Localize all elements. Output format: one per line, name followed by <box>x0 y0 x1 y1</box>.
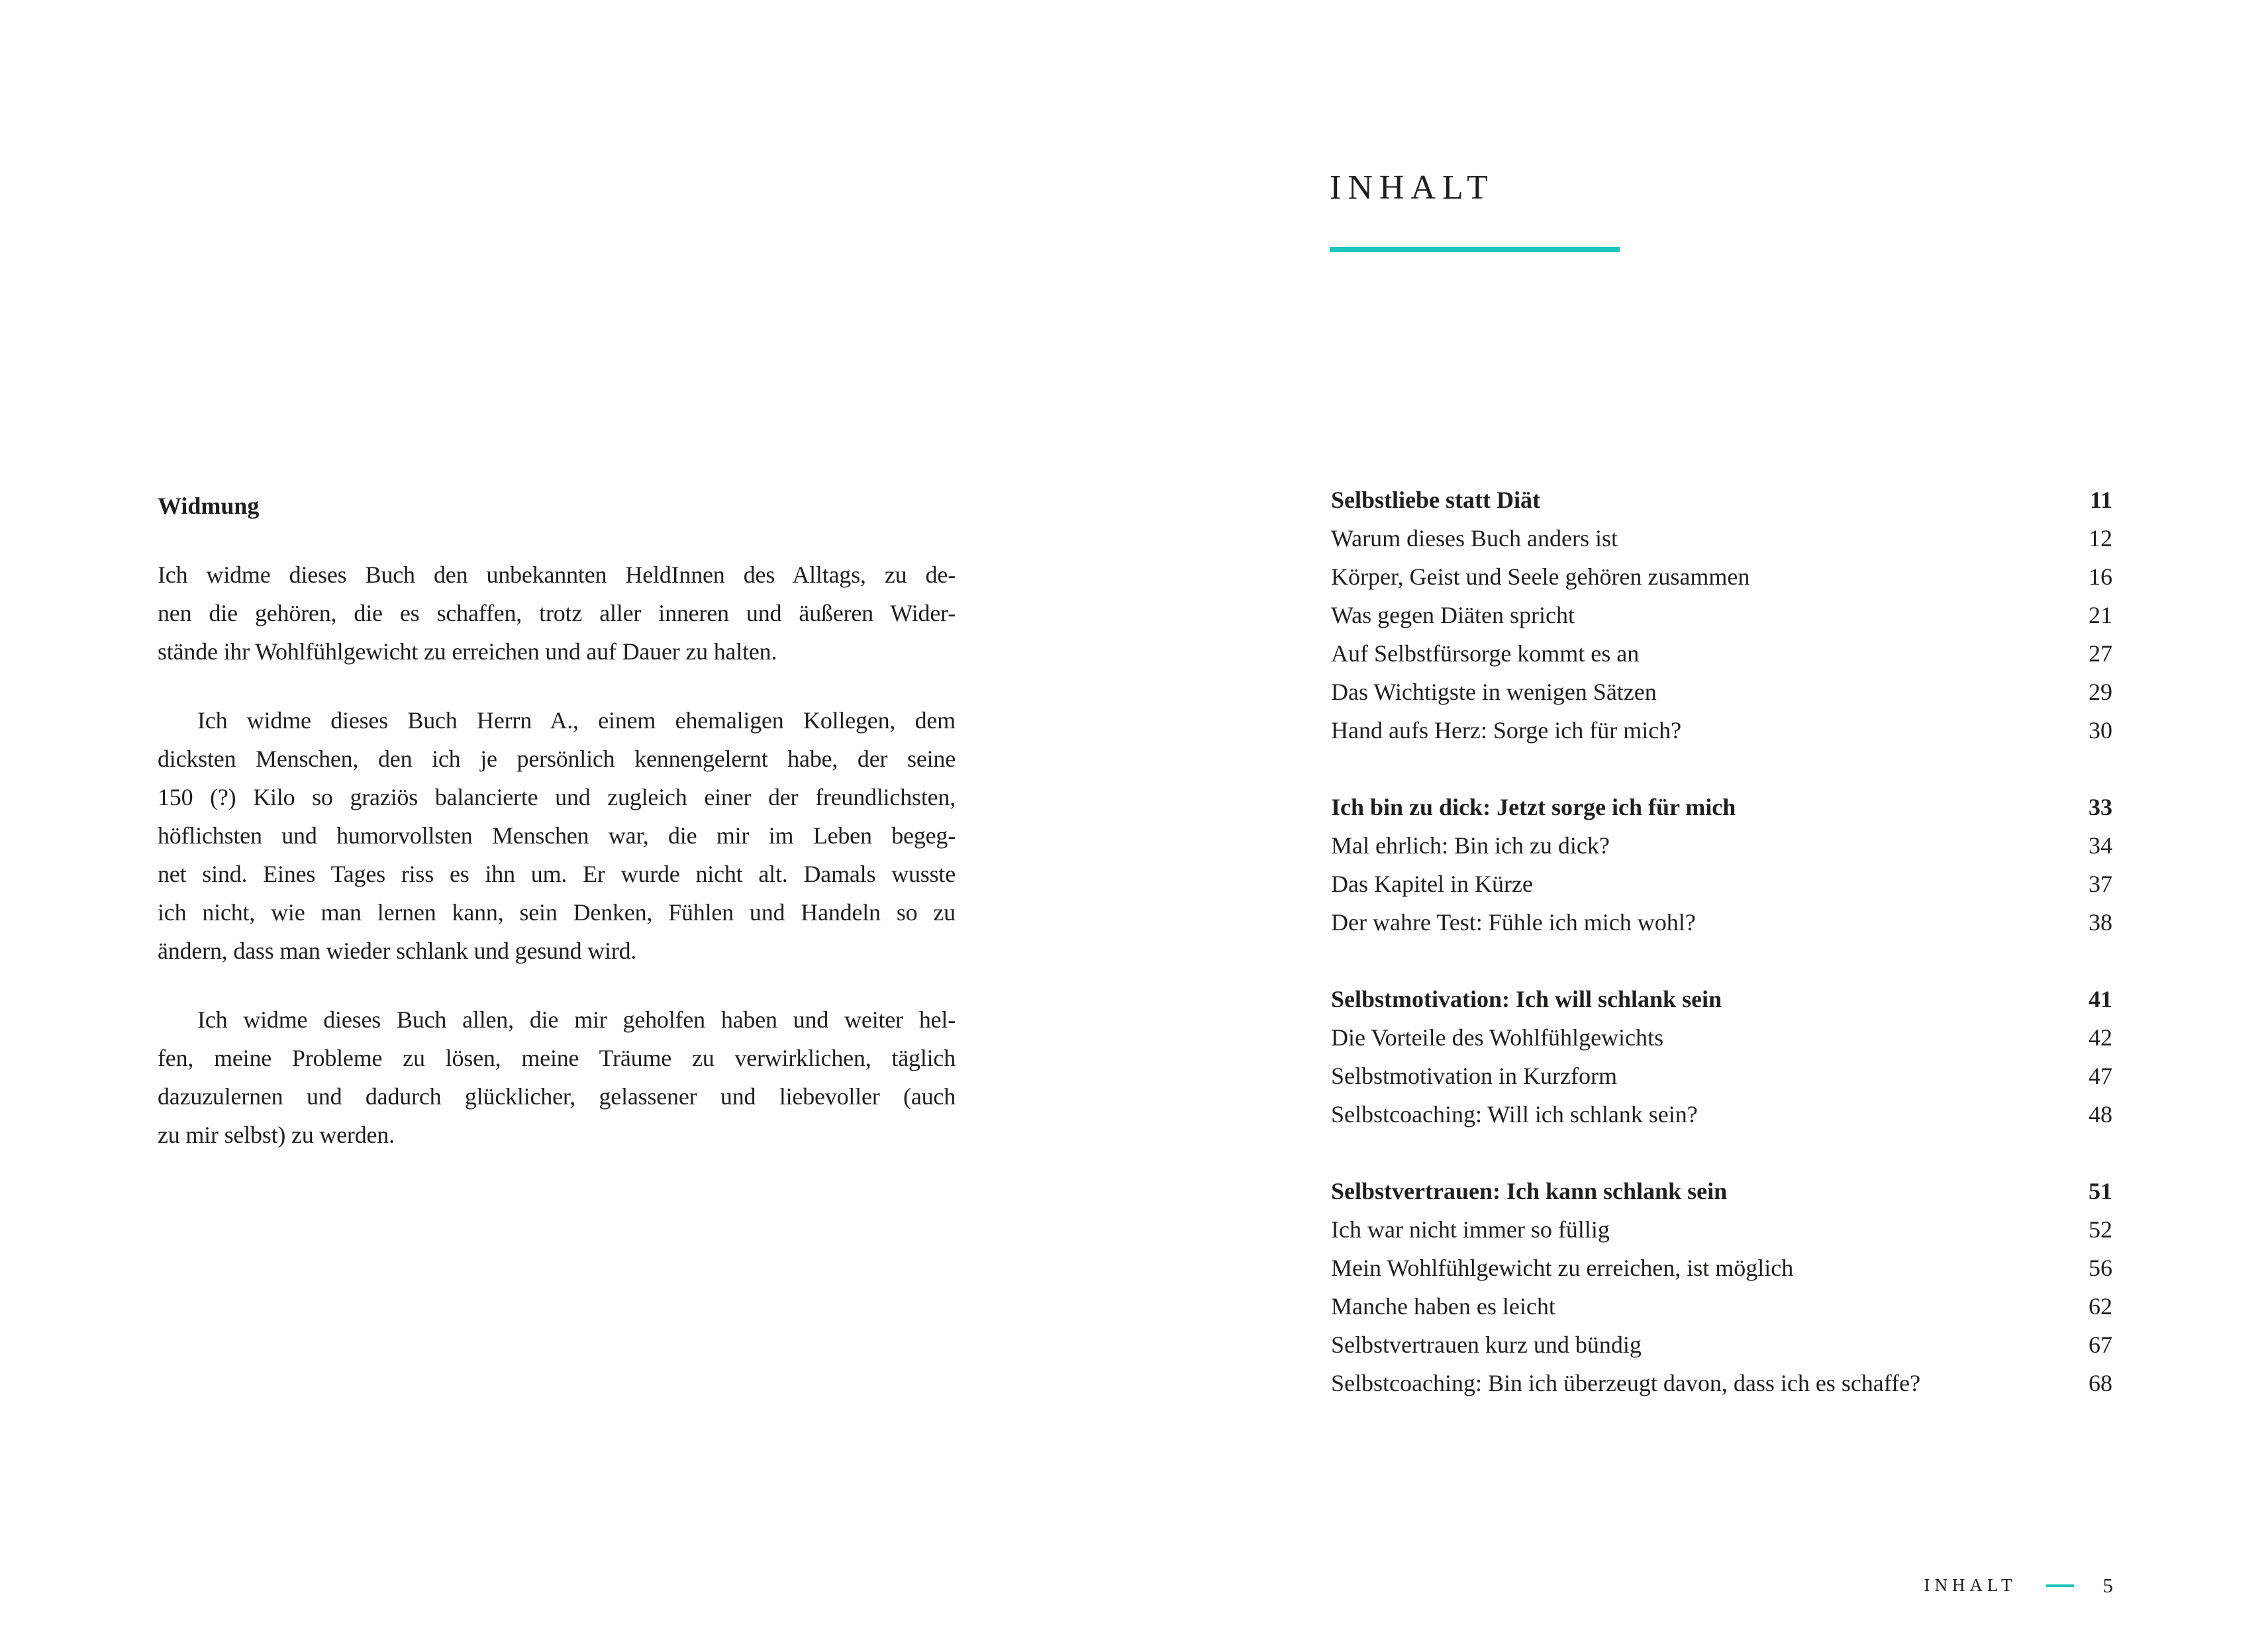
toc-page-number: 47 <box>2089 1063 2112 1089</box>
page-footer <box>1924 1573 2114 1598</box>
toc-entry-row <box>1331 1287 2112 1326</box>
toc-entry-row <box>1331 1095 2112 1134</box>
toc-entry-label: Auf Selbstfürsorge kommt es an <box>1331 640 1640 667</box>
toc-entry-row <box>1331 1364 2112 1402</box>
toc-page-number: 67 <box>2089 1331 2112 1358</box>
toc-sections <box>1331 481 2112 1402</box>
toc-entry-label: Hand aufs Herz: Sorge ich für mich? <box>1331 717 1682 744</box>
paragraph-line: zu mir selbst) zu werden. <box>158 1122 395 1148</box>
toc-chapter-row <box>1331 788 2112 826</box>
toc-page-number: 12 <box>2089 525 2112 552</box>
toc-entry-label: Das Wichtigste in wenigen Sätzen <box>1331 679 1657 705</box>
toc-entry-label: Manche haben es leicht <box>1331 1293 1555 1320</box>
toc-chapter-title: Ich bin zu dick: Jetzt sorge ich für mich <box>1331 794 1736 820</box>
toc-entry-label: Körper, Geist und Seele gehören zusammen <box>1331 563 1750 590</box>
paragraph-line: dazuzulernen und dadurch glücklicher, gelassener und liebevoller (auch <box>158 1083 956 1110</box>
toc-page-number: 41 <box>2089 986 2112 1012</box>
toc-chapter-title: Selbstvertrauen: Ich kann schlank sein <box>1331 1178 1728 1204</box>
footer-page-number: 5 <box>2102 1574 2113 1597</box>
toc-page-number: 42 <box>2089 1024 2112 1051</box>
toc-chapter-title: Selbstliebe statt Diät <box>1331 487 1540 513</box>
toc-page-number: 56 <box>2089 1255 2112 1281</box>
toc-page-number: 38 <box>2089 909 2112 936</box>
paragraph-line: Ich widme dieses Buch allen, die mir geholfen haben und weiter hel- <box>197 1006 956 1033</box>
toc-page-number: 34 <box>2089 832 2112 859</box>
paragraph-line: höflichsten und humorvollsten Menschen war, die mir im Leben begeg- <box>158 822 956 849</box>
footer-chapter-label: INHALT <box>1924 1575 2017 1596</box>
toc-page-number: 29 <box>2089 679 2112 705</box>
toc-section <box>1331 481 2112 749</box>
toc-entry-label: Die Vorteile des Wohlfühlgewichts <box>1331 1024 1664 1051</box>
toc-entry-row <box>1331 1210 2112 1249</box>
toc-page-number: 11 <box>2089 487 2112 513</box>
toc-chapter-title: Selbstmotivation: Ich will schlank sein <box>1331 986 1722 1012</box>
toc-entry-label: Mein Wohlfühlgewicht zu erreichen, ist möglich <box>1331 1255 1794 1281</box>
paragraph-line: 150 (?) Kilo so graziös balancierte und zugleich einer der freundlichsten, <box>158 784 956 810</box>
footer-dash-rule <box>2046 1584 2074 1587</box>
toc-entry-label: Selbstcoaching: Bin ich überzeugt davon, dass ich es schaffe? <box>1331 1370 1921 1396</box>
paragraph-line: net sind. Eines Tages riss es ihn um. Er wurde nicht alt. Damals wusste <box>158 861 956 887</box>
toc-entry-label: Der wahre Test: Fühle ich mich wohl? <box>1331 909 1696 936</box>
toc-entry-label: Mal ehrlich: Bin ich zu dick? <box>1331 832 1610 859</box>
paragraph-line: nen die gehören, die es schaffen, trotz aller inneren und äußeren Wider- <box>158 600 956 626</box>
toc-page-number: 62 <box>2089 1293 2112 1320</box>
toc-entry-label: Selbstvertrauen kurz und bündig <box>1331 1331 1642 1358</box>
dedication-paragraphs <box>158 555 956 1154</box>
toc-chapter-row <box>1331 1172 2112 1210</box>
toc-page-number: 21 <box>2089 602 2112 628</box>
toc-entry-row <box>1331 903 2112 942</box>
toc-entry-row <box>1331 826 2112 865</box>
paragraph-line: Ich widme dieses Buch den unbekannten HeldInnen des Alltags, zu de- <box>158 561 956 588</box>
toc-entry-label: Selbstmotivation in Kurzform <box>1331 1063 1617 1089</box>
toc-entry-row <box>1331 1326 2112 1364</box>
toc-entry-row <box>1331 634 2112 673</box>
dedication-paragraph <box>158 1000 956 1154</box>
toc-entry-label: Ich war nicht immer so füllig <box>1331 1216 1610 1243</box>
toc-section <box>1331 1172 2112 1402</box>
toc-entry-row <box>1331 711 2112 749</box>
toc-chapter-row <box>1331 980 2112 1018</box>
toc-entry-label: Warum dieses Buch anders ist <box>1331 525 1618 552</box>
toc-page-number: 52 <box>2089 1216 2112 1243</box>
toc-page-number: 51 <box>2089 1178 2112 1204</box>
paragraph-line: ändern, dass man wieder schlank und gesund wird. <box>158 938 637 964</box>
dedication-paragraph <box>158 555 956 671</box>
toc-entry-row <box>1331 519 2112 557</box>
paragraph-line: stände ihr Wohlfühlgewicht zu erreichen und auf Dauer zu halten. <box>158 638 777 665</box>
toc-page-number: 48 <box>2089 1101 2112 1128</box>
toc-page-number: 30 <box>2089 717 2112 744</box>
toc-section <box>1331 980 2112 1134</box>
toc-page-number: 16 <box>2089 563 2112 590</box>
paragraph-line: dicksten Menschen, den ich je persönlich kennengelernt habe, der seine <box>158 746 956 772</box>
dedication-heading: Widmung <box>158 493 260 519</box>
toc-entry-row <box>1331 1057 2112 1095</box>
toc-page-number: 68 <box>2089 1370 2112 1396</box>
toc-entry-row <box>1331 865 2112 903</box>
toc-entry-row <box>1331 1249 2112 1287</box>
paragraph-line: Ich widme dieses Buch Herrn A., einem ehemaligen Kollegen, dem <box>197 707 956 734</box>
toc-page-number: 27 <box>2089 640 2112 667</box>
toc-entry-row <box>1331 596 2112 634</box>
paragraph-line: ich nicht, wie man lernen kann, sein Denken, Fühlen und Handeln so zu <box>158 899 956 926</box>
dedication-paragraph <box>158 701 956 970</box>
toc-title-underline <box>1330 247 1620 252</box>
toc-section <box>1331 788 2112 942</box>
toc-entry-row <box>1331 673 2112 711</box>
toc-title: INHALT <box>1330 169 1495 207</box>
toc-entry-label: Was gegen Diäten spricht <box>1331 602 1575 628</box>
toc-page-number: 33 <box>2089 794 2112 820</box>
toc-entry-row <box>1331 1018 2112 1057</box>
toc-page-number: 37 <box>2089 871 2112 897</box>
toc-chapter-row <box>1331 481 2112 519</box>
toc-entry-label: Das Kapitel in Kürze <box>1331 871 1533 897</box>
dedication-section <box>158 487 956 1154</box>
toc-entry-row <box>1331 557 2112 596</box>
paragraph-line: fen, meine Probleme zu lösen, meine Träume zu verwirklichen, täglich <box>158 1045 956 1071</box>
toc-entry-label: Selbstcoaching: Will ich schlank sein? <box>1331 1101 1698 1128</box>
